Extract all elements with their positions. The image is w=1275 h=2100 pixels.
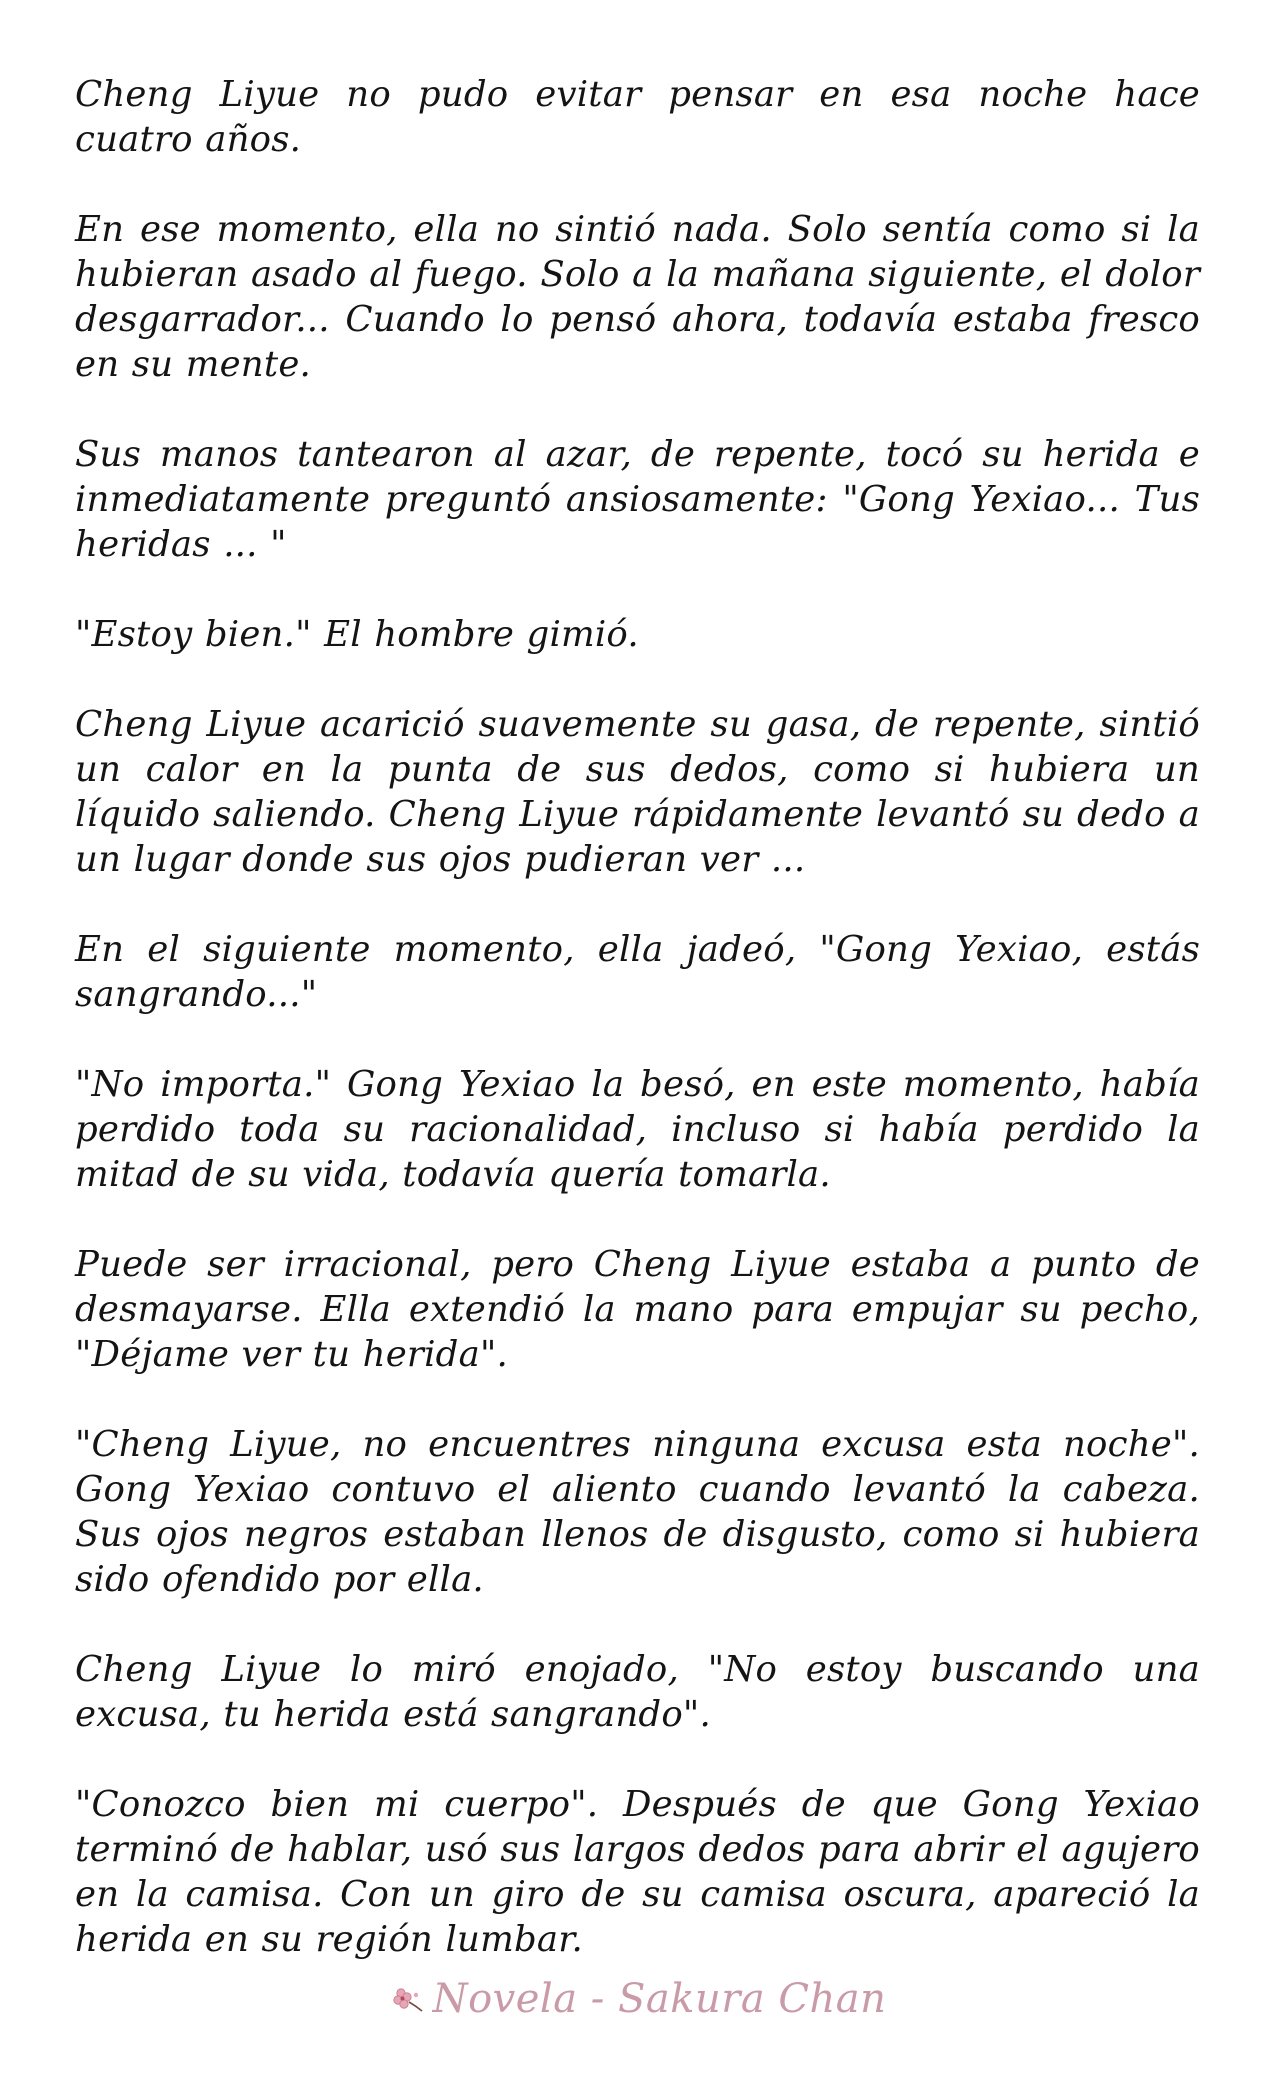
paragraph-10: Cheng Liyue lo miró enojado, "No estoy buscando una excusa, tu herida está sangrando". <box>75 1649 1200 1735</box>
paragraph-6: En el siguiente momento, ella jadeó, "Gong Yexiao, estás sangrando..." <box>75 929 1200 1015</box>
paragraph-3: Sus manos tantearon al azar, de repente, tocó su herida e inmediatamente preguntó ansiosamente: "Gong Yexiao... Tus heridas ... " <box>75 434 1200 565</box>
paragraph-11: "Conozco bien mi cuerpo". Después de que Gong Yexiao terminó de hablar, usó sus largos dedos para abrir el agujero en la camisa. Con un giro de su camisa oscura, apareció la herida en su región lumbar. <box>75 1784 1200 1960</box>
paragraph-8: Puede ser irracional, pero Cheng Liyue estaba a punto de desmayarse. Ella extendió la mano para empujar su pecho, "Déjame ver tu herida". <box>75 1244 1200 1375</box>
chapter-text <box>75 72 1200 1962</box>
paragraph-1: Cheng Liyue no pudo evitar pensar en esa noche hace cuatro años. <box>75 74 1200 160</box>
paragraph-5: Cheng Liyue acarició suavemente su gasa, de repente, sintió un calor en la punta de sus dedos, como si hubiera un líquido saliendo. Cheng Liyue rápidamente levantó su dedo a un lugar donde sus ojos pudieran ver ... <box>75 704 1200 880</box>
watermark-text: Novela - Sakura Chan <box>432 1976 887 2022</box>
paragraph-2: En ese momento, ella no sintió nada. Solo sentía como si la hubieran asado al fuego. Solo a la mañana siguiente, el dolor desgarrador... Cuando lo pensó ahora, todavía estaba fresco en su mente. <box>75 209 1200 385</box>
sakura-blossom-icon <box>389 1978 425 2024</box>
paragraph-7: "No importa." Gong Yexiao la besó, en este momento, había perdido toda su racionalidad, incluso si había perdido la mitad de su vida, todavía quería tomarla. <box>75 1064 1200 1195</box>
paragraph-4: "Estoy bien." El hombre gimió. <box>75 614 639 655</box>
paragraph-9: "Cheng Liyue, no encuentres ninguna excusa esta noche". Gong Yexiao contuvo el aliento cuando levantó la cabeza. Sus ojos negros estaban llenos de disgusto, como si hubiera sido ofendido por ella. <box>75 1424 1200 1600</box>
watermark <box>0 1976 1275 2024</box>
